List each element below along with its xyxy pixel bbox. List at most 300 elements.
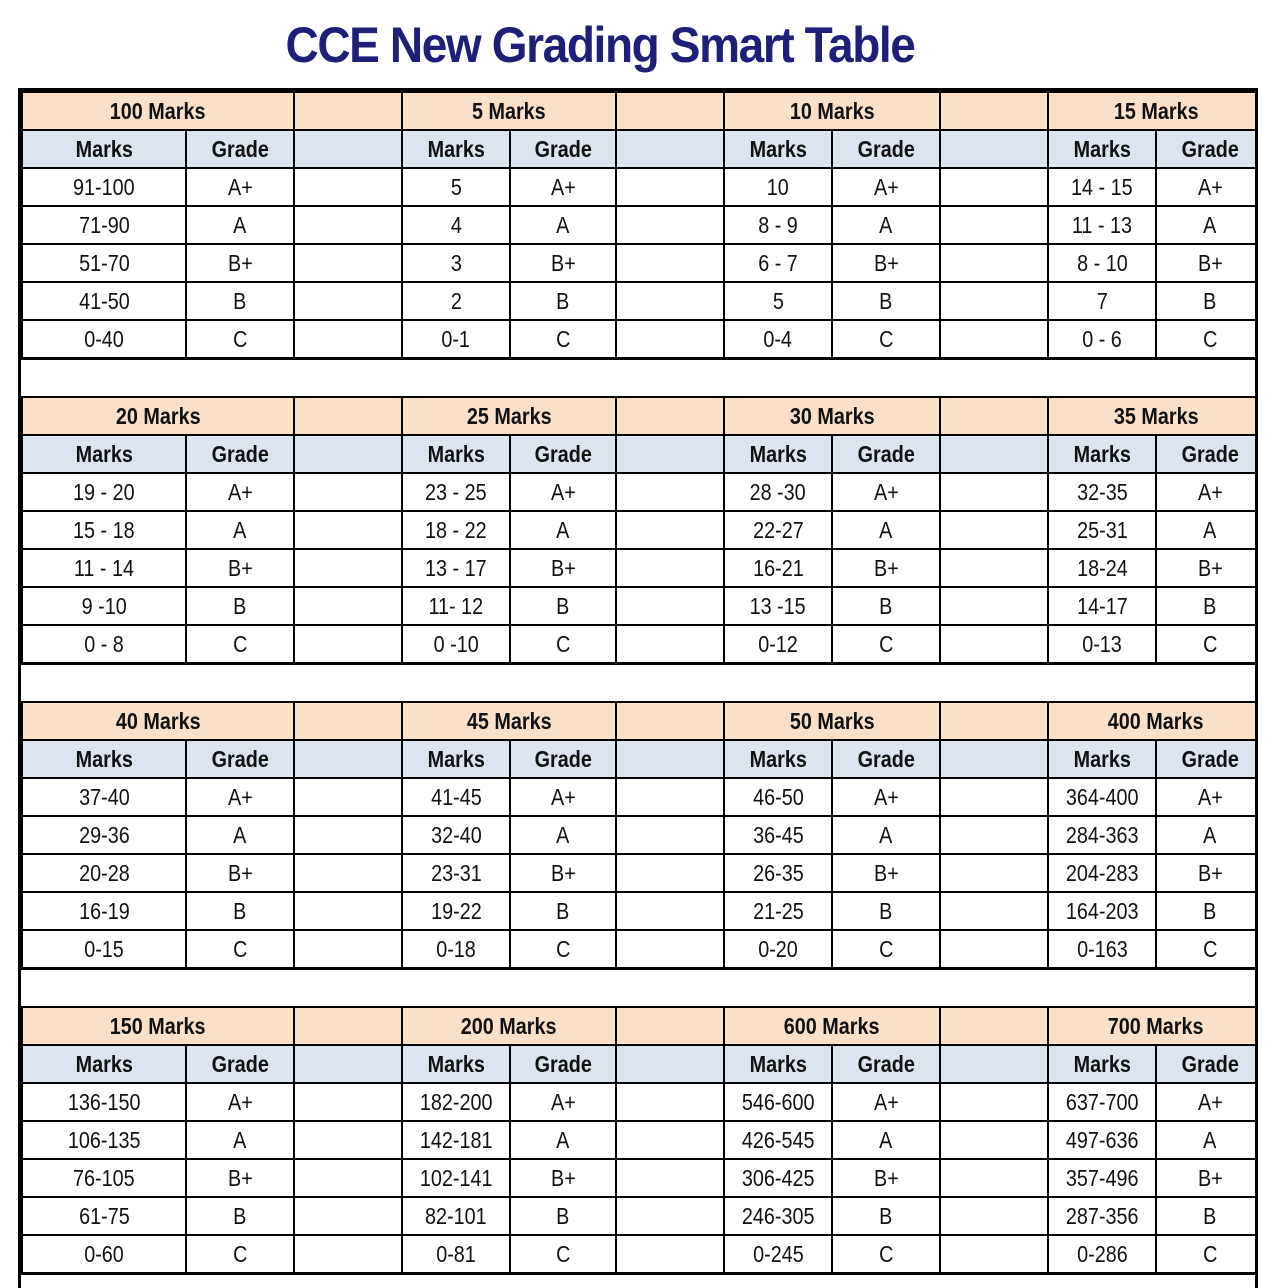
marks-range-cell: [402, 892, 510, 930]
marks-header: [724, 130, 832, 168]
grade-header: [186, 435, 294, 473]
marks-range-cell: [724, 587, 832, 625]
marks-range-cell: [1048, 1159, 1156, 1197]
marks-range-cell: [22, 206, 186, 244]
marks-range-cell: [402, 1083, 510, 1121]
gap-cell: [616, 625, 724, 664]
grade-cell-text: A+: [227, 479, 253, 505]
grade-header: [186, 1045, 294, 1083]
marks-header-text: Marks: [1073, 1051, 1131, 1077]
marks-range-cell: [1048, 206, 1156, 244]
gap-cell: [294, 1121, 402, 1159]
marks-range-cell-text: 37-40: [78, 784, 130, 810]
grade-header-text: Grade: [211, 136, 269, 162]
grade-cell-text: B+: [550, 555, 576, 581]
marks-range-cell: [402, 244, 510, 282]
section-title-text: 50 Marks: [789, 708, 875, 734]
grade-cell-text: A: [556, 212, 570, 238]
table-row: [22, 587, 1258, 625]
grade-cell-text: B: [1203, 898, 1217, 924]
gap-cell: [616, 816, 724, 854]
grade-cell-text: B: [556, 1203, 570, 1229]
section-title-text: 5 Marks: [472, 98, 546, 124]
grade-cell: [832, 320, 940, 359]
marks-range-cell: [724, 206, 832, 244]
grade-cell: [1156, 854, 1258, 892]
grade-cell: [510, 1159, 616, 1197]
marks-header: [22, 130, 186, 168]
table-row: [22, 625, 1258, 664]
gap-cell: [616, 92, 724, 130]
grade-cell-text: A: [556, 1127, 570, 1153]
grade-header-text: Grade: [211, 1051, 269, 1077]
marks-header: [22, 1045, 186, 1083]
marks-range-cell: [724, 1121, 832, 1159]
table-row: [22, 854, 1258, 892]
grade-cell-text: A: [1203, 517, 1217, 543]
grade-cell: [832, 206, 940, 244]
marks-range-cell: [402, 1235, 510, 1274]
section-title: [1048, 397, 1258, 435]
section-title: [724, 397, 940, 435]
gap-cell: [940, 92, 1048, 130]
table-row: [22, 511, 1258, 549]
grade-header: [1156, 130, 1258, 168]
grade-cell: [1156, 930, 1258, 969]
grade-cell-text: A: [233, 822, 247, 848]
page-title: CCE New Grading Smart Table: [285, 17, 915, 73]
marks-range-cell: [1048, 1197, 1156, 1235]
section-title: [724, 702, 940, 740]
marks-range-cell: [22, 1159, 186, 1197]
marks-header-text: Marks: [749, 746, 807, 772]
grade-cell: [186, 511, 294, 549]
grade-cell-text: A+: [227, 1089, 253, 1115]
marks-range-cell-text: 364-400: [1065, 784, 1139, 810]
marks-range-cell-text: 5: [772, 288, 784, 314]
marks-range-cell-text: 0-15: [84, 936, 124, 962]
gap-cell: [294, 435, 402, 473]
grade-cell-text: B: [556, 593, 570, 619]
marks-range-cell: [724, 1197, 832, 1235]
grade-cell: [832, 168, 940, 206]
grade-header-text: Grade: [211, 441, 269, 467]
marks-range-cell-text: 8 - 10: [1076, 250, 1128, 276]
section-title-row: [22, 397, 1258, 435]
table-row: [22, 244, 1258, 282]
marks-range-cell: [402, 282, 510, 320]
marks-range-cell: [402, 930, 510, 969]
grade-cell-text: B+: [1197, 1165, 1223, 1191]
marks-range-cell: [724, 511, 832, 549]
section-title-text: 700 Marks: [1108, 1013, 1204, 1039]
marks-range-cell: [724, 1159, 832, 1197]
marks-range-cell-text: 82-101: [425, 1203, 487, 1229]
section-title-text: 35 Marks: [1113, 403, 1199, 429]
table-row: [22, 206, 1258, 244]
marks-range-cell-text: 25-31: [1076, 517, 1128, 543]
grade-cell-text: A+: [873, 1089, 899, 1115]
marks-header-text: Marks: [749, 441, 807, 467]
section-title-row: [22, 1007, 1258, 1045]
grade-header: [510, 1045, 616, 1083]
grade-cell-text: A: [556, 822, 570, 848]
marks-range-cell-text: 23-31: [430, 860, 482, 886]
marks-header: [724, 435, 832, 473]
marks-range-cell-text: 0-81: [436, 1241, 476, 1267]
section-title-text: 30 Marks: [789, 403, 875, 429]
column-header-row: [22, 740, 1258, 778]
gap-cell: [294, 92, 402, 130]
gap-cell: [616, 930, 724, 969]
marks-range-cell-text: 8 - 9: [758, 212, 798, 238]
gap-cell: [616, 1121, 724, 1159]
gap-cell: [616, 1197, 724, 1235]
marks-range-cell-text: 91-100: [73, 174, 135, 200]
marks-range-cell: [724, 549, 832, 587]
grade-cell-text: B+: [873, 1165, 899, 1191]
section-title-text: 200 Marks: [461, 1013, 557, 1039]
marks-range-cell: [724, 778, 832, 816]
section-title: [22, 397, 294, 435]
grade-header-text: Grade: [534, 746, 592, 772]
marks-range-cell-text: 15 - 18: [73, 517, 135, 543]
marks-range-cell-text: 51-70: [78, 250, 130, 276]
marks-range-cell: [22, 1235, 186, 1274]
marks-range-cell: [402, 320, 510, 359]
marks-range-cell: [402, 1121, 510, 1159]
marks-range-cell-text: 19 - 20: [73, 479, 135, 505]
marks-range-cell-text: 19-22: [430, 898, 482, 924]
table-row: [22, 1121, 1258, 1159]
marks-header: [402, 1045, 510, 1083]
marks-range-cell: [724, 854, 832, 892]
marks-range-cell-text: 136-150: [67, 1089, 141, 1115]
grade-cell: [1156, 1083, 1258, 1121]
marks-range-cell-text: 16-19: [78, 898, 130, 924]
marks-range-cell: [22, 282, 186, 320]
marks-range-cell-text: 10: [767, 174, 790, 200]
grade-cell: [510, 1197, 616, 1235]
grade-cell-text: A+: [550, 174, 576, 200]
marks-range-cell: [22, 587, 186, 625]
marks-range-cell-text: 0 -10: [433, 631, 479, 657]
marks-range-cell: [402, 587, 510, 625]
marks-range-cell-text: 0-20: [758, 936, 798, 962]
gap-cell: [294, 206, 402, 244]
grade-cell: [1156, 1121, 1258, 1159]
marks-range-cell-text: 306-425: [741, 1165, 815, 1191]
grade-cell: [832, 1083, 940, 1121]
marks-range-cell: [1048, 816, 1156, 854]
gap-cell: [294, 854, 402, 892]
marks-range-cell: [402, 206, 510, 244]
grade-cell-text: C: [878, 631, 894, 657]
table-row: [22, 320, 1258, 359]
marks-header-text: Marks: [1073, 136, 1131, 162]
marks-range-cell: [402, 168, 510, 206]
marks-range-cell-text: 32-35: [1076, 479, 1128, 505]
grade-cell-text: B+: [227, 860, 253, 886]
grade-cell-text: B+: [227, 250, 253, 276]
gap-cell: [294, 892, 402, 930]
grade-cell-text: B+: [1197, 250, 1223, 276]
marks-header-text: Marks: [427, 136, 485, 162]
grade-cell: [186, 473, 294, 511]
gap-cell: [616, 778, 724, 816]
marks-range-cell-text: 14 - 15: [1071, 174, 1133, 200]
grade-cell-text: A+: [227, 174, 253, 200]
table-row: [22, 282, 1258, 320]
grade-cell: [510, 1235, 616, 1274]
marks-header-text: Marks: [75, 441, 133, 467]
gap-cell: [294, 1235, 402, 1274]
marks-header: [402, 130, 510, 168]
table-row: [22, 892, 1258, 930]
gap-cell: [294, 511, 402, 549]
section-title: [1048, 1007, 1258, 1045]
grade-cell-text: A: [233, 517, 247, 543]
grade-cell-text: A: [1203, 212, 1217, 238]
marks-range-cell: [724, 1083, 832, 1121]
grade-cell: [832, 282, 940, 320]
marks-header-text: Marks: [749, 136, 807, 162]
gap-cell: [940, 740, 1048, 778]
grade-cell: [1156, 892, 1258, 930]
grade-cell-text: A: [879, 517, 893, 543]
marks-range-cell: [1048, 549, 1156, 587]
gap-cell: [616, 854, 724, 892]
marks-range-cell-text: 637-700: [1065, 1089, 1139, 1115]
marks-range-cell-text: 11- 12: [428, 593, 484, 619]
gap-cell: [616, 1083, 724, 1121]
marks-range-cell: [724, 892, 832, 930]
section-title: [402, 1007, 616, 1045]
marks-range-cell: [22, 1083, 186, 1121]
marks-range-cell-text: 0-18: [436, 936, 476, 962]
gap-cell: [940, 1159, 1048, 1197]
marks-range-cell-text: 23 - 25: [425, 479, 487, 505]
marks-range-cell: [402, 473, 510, 511]
grade-cell: [1156, 1235, 1258, 1274]
grade-cell: [186, 206, 294, 244]
gap-cell: [940, 854, 1048, 892]
marks-range-cell-text: 7: [1096, 288, 1108, 314]
marks-range-cell-text: 71-90: [78, 212, 130, 238]
marks-header-text: Marks: [75, 1051, 133, 1077]
grade-cell-text: C: [878, 936, 894, 962]
grade-cell-text: C: [555, 936, 571, 962]
marks-range-cell: [1048, 168, 1156, 206]
grade-cell-text: A: [233, 212, 247, 238]
grade-cell: [186, 168, 294, 206]
grade-header-text: Grade: [857, 746, 915, 772]
gap-cell: [940, 435, 1048, 473]
grade-cell: [510, 473, 616, 511]
marks-range-cell-text: 0-245: [752, 1241, 804, 1267]
marks-range-cell: [724, 473, 832, 511]
grade-cell: [832, 892, 940, 930]
gap-cell: [294, 930, 402, 969]
grade-cell: [510, 168, 616, 206]
table-row: [22, 168, 1258, 206]
gap-cell: [616, 1007, 724, 1045]
marks-range-cell: [22, 320, 186, 359]
grade-header: [186, 740, 294, 778]
marks-range-cell: [22, 816, 186, 854]
marks-range-cell: [22, 930, 186, 969]
marks-range-cell: [724, 816, 832, 854]
marks-range-cell-text: 0-1: [441, 326, 471, 352]
marks-range-cell: [22, 1197, 186, 1235]
marks-range-cell: [724, 244, 832, 282]
grade-cell-text: A+: [1197, 784, 1223, 810]
marks-range-cell-text: 46-50: [752, 784, 804, 810]
gap-cell: [616, 1235, 724, 1274]
section-title-text: 20 Marks: [115, 403, 201, 429]
grade-cell-text: A+: [873, 479, 899, 505]
table-row: [22, 473, 1258, 511]
marks-range-cell-text: 0-12: [758, 631, 798, 657]
grade-cell: [186, 1083, 294, 1121]
gap-cell: [616, 892, 724, 930]
grade-cell: [186, 816, 294, 854]
marks-range-cell: [22, 778, 186, 816]
grade-cell: [1156, 511, 1258, 549]
marks-header: [402, 435, 510, 473]
marks-range-cell: [1048, 1235, 1156, 1274]
grade-cell-text: B: [233, 593, 247, 619]
column-header-row: [22, 435, 1258, 473]
grade-cell-text: B+: [227, 555, 253, 581]
gap-cell: [294, 1045, 402, 1083]
separator-cell: [22, 969, 1258, 1008]
grade-cell-text: A: [556, 517, 570, 543]
gap-cell: [294, 549, 402, 587]
marks-range-cell-text: 142-181: [419, 1127, 493, 1153]
marks-range-cell-text: 182-200: [419, 1089, 493, 1115]
gap-cell: [940, 511, 1048, 549]
gap-cell: [940, 816, 1048, 854]
grade-cell: [186, 778, 294, 816]
grade-cell-text: A+: [873, 174, 899, 200]
table-row: [22, 1197, 1258, 1235]
grade-header: [832, 435, 940, 473]
grade-header-text: Grade: [1181, 136, 1239, 162]
grade-cell: [832, 854, 940, 892]
gap-cell: [940, 1007, 1048, 1045]
grade-cell-text: C: [232, 631, 248, 657]
gap-cell: [294, 320, 402, 359]
section-title-text: 150 Marks: [110, 1013, 206, 1039]
grade-cell: [510, 854, 616, 892]
grade-cell-text: C: [555, 631, 571, 657]
grade-cell-text: B: [1203, 593, 1217, 619]
grade-cell-text: B: [556, 288, 570, 314]
table-row: [22, 1083, 1258, 1121]
marks-range-cell: [402, 1197, 510, 1235]
marks-range-cell-text: 11 - 13: [1071, 212, 1133, 238]
grade-cell: [1156, 1159, 1258, 1197]
marks-range-cell: [402, 1159, 510, 1197]
grade-cell: [186, 549, 294, 587]
marks-range-cell-text: 284-363: [1065, 822, 1139, 848]
grade-header: [510, 740, 616, 778]
section-title: [724, 1007, 940, 1045]
grade-cell-text: C: [232, 326, 248, 352]
table-row: [22, 1159, 1258, 1197]
column-header-row: [22, 1045, 1258, 1083]
separator-cell: [22, 664, 1258, 703]
marks-range-cell-text: 164-203: [1065, 898, 1139, 924]
section-title-text: 600 Marks: [784, 1013, 880, 1039]
grade-header-text: Grade: [1181, 441, 1239, 467]
marks-range-cell-text: 22-27: [752, 517, 804, 543]
grade-cell: [510, 549, 616, 587]
gap-cell: [616, 320, 724, 359]
grade-cell: [832, 511, 940, 549]
marks-header: [22, 435, 186, 473]
grade-cell: [510, 511, 616, 549]
gap-cell: [940, 930, 1048, 969]
grade-cell-text: B+: [1197, 555, 1223, 581]
marks-header: [22, 740, 186, 778]
gap-cell: [940, 625, 1048, 664]
grade-cell: [1156, 244, 1258, 282]
grade-cell-text: B: [233, 1203, 247, 1229]
gap-cell: [294, 244, 402, 282]
grade-cell-text: B: [879, 1203, 893, 1229]
grade-cell-text: C: [1202, 631, 1218, 657]
marks-range-cell-text: 41-50: [78, 288, 130, 314]
marks-header: [402, 740, 510, 778]
table-row: [22, 1235, 1258, 1274]
grade-cell: [186, 1235, 294, 1274]
grade-cell: [510, 587, 616, 625]
grade-header: [832, 740, 940, 778]
grade-cell-text: C: [1202, 936, 1218, 962]
grade-cell: [510, 778, 616, 816]
marks-header: [724, 740, 832, 778]
marks-range-cell-text: 426-545: [741, 1127, 815, 1153]
grade-cell-text: B: [1203, 288, 1217, 314]
grade-cell-text: C: [555, 326, 571, 352]
marks-range-cell: [724, 282, 832, 320]
gap-cell: [294, 1197, 402, 1235]
marks-range-cell-text: 0 - 8: [84, 631, 124, 657]
section-title: [402, 397, 616, 435]
grade-cell: [832, 1121, 940, 1159]
grade-cell-text: C: [1202, 326, 1218, 352]
marks-range-cell: [22, 625, 186, 664]
grade-cell: [1156, 549, 1258, 587]
gap-cell: [940, 549, 1048, 587]
marks-range-cell-text: 28 -30: [749, 479, 807, 505]
marks-range-cell: [724, 625, 832, 664]
gap-cell: [940, 1045, 1048, 1083]
grade-cell-text: A: [879, 212, 893, 238]
grade-cell: [832, 244, 940, 282]
grading-table: [21, 91, 1258, 1275]
grade-cell: [832, 930, 940, 969]
grade-cell-text: C: [555, 1241, 571, 1267]
grade-cell-text: B: [556, 898, 570, 924]
grade-cell-text: C: [232, 1241, 248, 1267]
grade-cell-text: A+: [1197, 1089, 1223, 1115]
marks-range-cell: [22, 854, 186, 892]
grade-cell: [186, 892, 294, 930]
grade-cell-text: A: [879, 1127, 893, 1153]
